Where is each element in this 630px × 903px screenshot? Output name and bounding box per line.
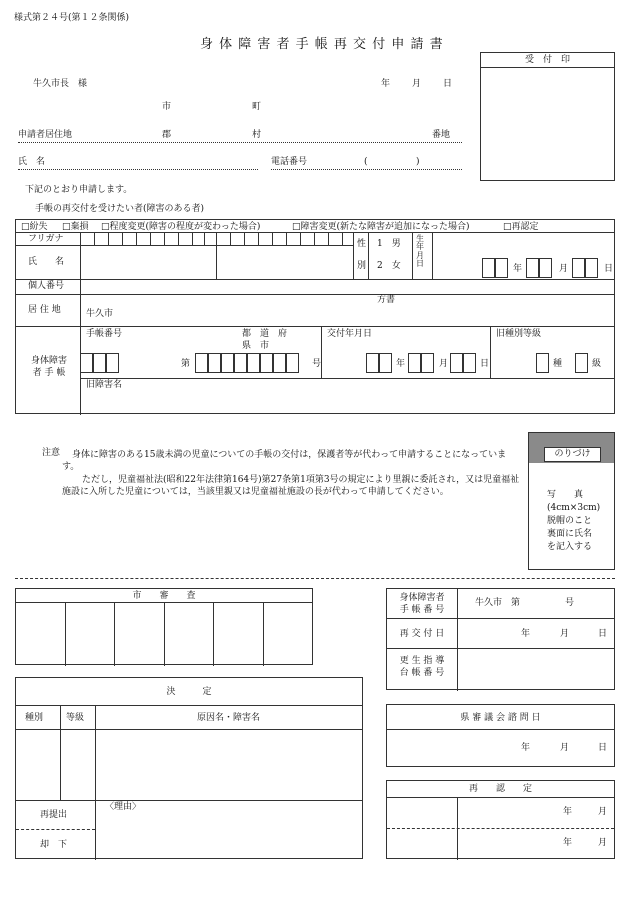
- phone-label: 電話番号: [271, 157, 308, 167]
- target-label: 手帳の再交付を受けたい者(障害のある者): [35, 204, 205, 214]
- reason-label: 〈理由〉: [105, 802, 142, 812]
- person-name-label: 氏 名: [28, 257, 65, 267]
- village-label: 村: [252, 130, 262, 140]
- booklet-no-cell-a1[interactable]: [80, 353, 93, 373]
- decision-box: [15, 677, 363, 859]
- sex-label-1: 性: [357, 239, 367, 249]
- city-review-box: [15, 588, 313, 665]
- reissue-date-label: 再 交 付 日: [399, 629, 445, 639]
- booklet-no-cell-1[interactable]: [195, 353, 208, 373]
- issued-month-cell-1[interactable]: [408, 353, 421, 373]
- photo-line-1: 写 真: [547, 490, 584, 500]
- recert-month-2: 月: [598, 838, 608, 848]
- kata-label: 方書: [377, 295, 396, 305]
- phone-line: [271, 169, 462, 170]
- reason-lost[interactable]: □紛失: [21, 222, 48, 232]
- grade-header: 等級: [66, 713, 85, 723]
- old-type-cell[interactable]: [536, 353, 549, 373]
- booklet-no-value: 牛久市 第 号: [475, 598, 575, 608]
- personal-number-label: 個人番号: [28, 281, 65, 291]
- decision-label: 決 定: [166, 687, 212, 697]
- booklet-no-cell-6[interactable]: [260, 353, 273, 373]
- cause-header: 原因名・障害名: [196, 713, 260, 723]
- city-label: 市: [162, 102, 172, 112]
- recertification-box: [386, 780, 615, 859]
- note-text-1: 身体に障害のある15歳未満の児童についての手帳の交付は，保護者等が代わって申請することになっています。: [62, 450, 507, 473]
- reason-disability-change[interactable]: □障害変更(新たな障害が追加になった場合): [292, 222, 470, 232]
- prefecture-city-label: 県 市: [242, 341, 270, 351]
- form-title: 身 体 障 害 者 手 帳 再 交 付 申 請 書: [200, 37, 444, 52]
- residence-city: 牛久市: [86, 309, 114, 319]
- council-label: 県 審 議 会 諮 問 日: [460, 713, 541, 723]
- issued-day-unit: 日: [480, 359, 490, 369]
- photo-line-5: を記入する: [547, 542, 593, 552]
- resubmit-label: 再提出: [40, 810, 68, 820]
- council-box: [386, 704, 615, 767]
- birth-year-unit: 年: [513, 264, 523, 274]
- issued-year-cell-1[interactable]: [366, 353, 379, 373]
- name-line: [18, 169, 258, 170]
- council-month: 月: [560, 743, 570, 753]
- reissue-day: 日: [598, 629, 608, 639]
- note-label: 注意: [42, 448, 61, 458]
- receipt-stamp-box: [480, 52, 615, 181]
- date-day: 日: [443, 79, 453, 89]
- recertification-label: 再 認 定: [468, 784, 532, 794]
- kyu-label: 級: [592, 359, 602, 369]
- receipt-stamp-label: 受 付 印: [524, 55, 570, 65]
- booklet-no-cell-2[interactable]: [208, 353, 221, 373]
- booklet-info-box: [386, 588, 615, 690]
- form-number: 様式第２４号(第１２条関係): [14, 13, 130, 23]
- booklet-no-office-label: 身体障害者 手 帳 番 号: [399, 593, 445, 616]
- booklet-no-cell-5[interactable]: [247, 353, 260, 373]
- recert-year-1: 年: [563, 807, 573, 817]
- photo-line-2: (4cm×3cm): [547, 503, 601, 513]
- issued-month-unit: 月: [439, 359, 449, 369]
- issued-year-unit: 年: [396, 359, 406, 369]
- old-grade-cell[interactable]: [575, 353, 588, 373]
- birth-year-cell-1[interactable]: [482, 258, 495, 278]
- date-month: 月: [412, 79, 422, 89]
- issued-day-cell-1[interactable]: [450, 353, 463, 373]
- county-label: 郡: [162, 130, 172, 140]
- prefecture-label: 都 道 府: [242, 329, 288, 339]
- sex-label-2: 別: [357, 261, 367, 271]
- shu-label: 種: [553, 359, 563, 369]
- reject-label: 却 下: [40, 840, 68, 850]
- booklet-no-cell-7[interactable]: [273, 353, 286, 373]
- birth-day-unit: 日: [604, 264, 614, 274]
- booklet-label: 身体障害 者 手 帳: [30, 356, 67, 379]
- intro-text: 下記のとおり申請します。: [25, 185, 133, 195]
- birth-label: 生 年 月 日: [416, 234, 424, 269]
- birth-month-unit: 月: [559, 264, 569, 274]
- reason-damaged[interactable]: □棄損: [62, 222, 89, 232]
- city-review-label: 市 審 査: [132, 591, 196, 601]
- note-text-2: ただし，児童福祉法(昭和22年法律第164号)第27条第1項第3号の規定により里親に委託され，又は児童福祉施設に入所した児童については，当該里親又は児童福祉施設の長が代わって申請してください。: [62, 475, 520, 498]
- furigana-label: フリガナ: [28, 234, 64, 244]
- town-label: 町: [252, 102, 262, 112]
- phone-paren-open: (: [364, 157, 368, 167]
- applicant-name-label: 氏 名: [18, 157, 46, 167]
- birth-month-cell-1[interactable]: [526, 258, 539, 278]
- booklet-no-cell-3[interactable]: [221, 353, 234, 373]
- reason-recertify[interactable]: □再認定: [503, 222, 539, 232]
- booklet-no-cell-a2[interactable]: [93, 353, 106, 373]
- ledger-no-label: 更 生 指 導 台 帳 番 号: [399, 656, 445, 679]
- issued-month-cell-2[interactable]: [421, 353, 434, 373]
- recert-month-1: 月: [598, 807, 608, 817]
- glue-label: のりづけ: [544, 447, 601, 462]
- issued-day-cell-2[interactable]: [463, 353, 476, 373]
- birth-day-cell-2[interactable]: [585, 258, 598, 278]
- applicant-address-label: 申請者居住地: [18, 130, 73, 140]
- addressee: 牛久市長 様: [33, 79, 88, 89]
- birth-year-cell-2[interactable]: [495, 258, 508, 278]
- photo-line-3: 脱帽のこと: [547, 516, 593, 526]
- photo-line-4: 裏面に氏名: [547, 529, 593, 539]
- residence-label: 居 住 地: [28, 305, 61, 315]
- sex-female[interactable]: 2 女: [377, 261, 401, 271]
- recert-year-2: 年: [563, 838, 573, 848]
- reissue-year: 年: [521, 629, 531, 639]
- date-year: 年: [381, 79, 391, 89]
- old-disability-name-label: 旧障害名: [86, 380, 123, 390]
- council-year: 年: [521, 743, 531, 753]
- banchi-label: 番地: [432, 130, 451, 140]
- birth-month-cell-2[interactable]: [539, 258, 552, 278]
- booklet-no-cell-4[interactable]: [234, 353, 247, 373]
- receipt-divider: [481, 67, 614, 68]
- issued-year-cell-2[interactable]: [379, 353, 392, 373]
- booklet-no-cell-8[interactable]: [286, 353, 299, 373]
- address-line: [18, 142, 462, 143]
- dai-label: 第: [181, 359, 191, 369]
- type-header: 種別: [25, 713, 44, 723]
- sex-male[interactable]: 1 男: [377, 239, 401, 249]
- office-use-separator: [15, 578, 615, 579]
- old-grade-label: 旧種別等級: [496, 329, 542, 339]
- phone-paren-close: ): [416, 157, 420, 167]
- booklet-number-label: 手帳番号: [86, 329, 123, 339]
- booklet-no-cell-a3[interactable]: [106, 353, 119, 373]
- go-label: 号: [312, 359, 322, 369]
- photo-box: [528, 432, 615, 570]
- birth-day-cell-1[interactable]: [572, 258, 585, 278]
- reissue-month: 月: [560, 629, 570, 639]
- issued-date-label: 交付年月日: [327, 329, 373, 339]
- applicant-table: [15, 219, 615, 414]
- council-day: 日: [598, 743, 608, 753]
- reason-degree-change[interactable]: □程度変更(障害の程度が変わった場合): [101, 222, 261, 232]
